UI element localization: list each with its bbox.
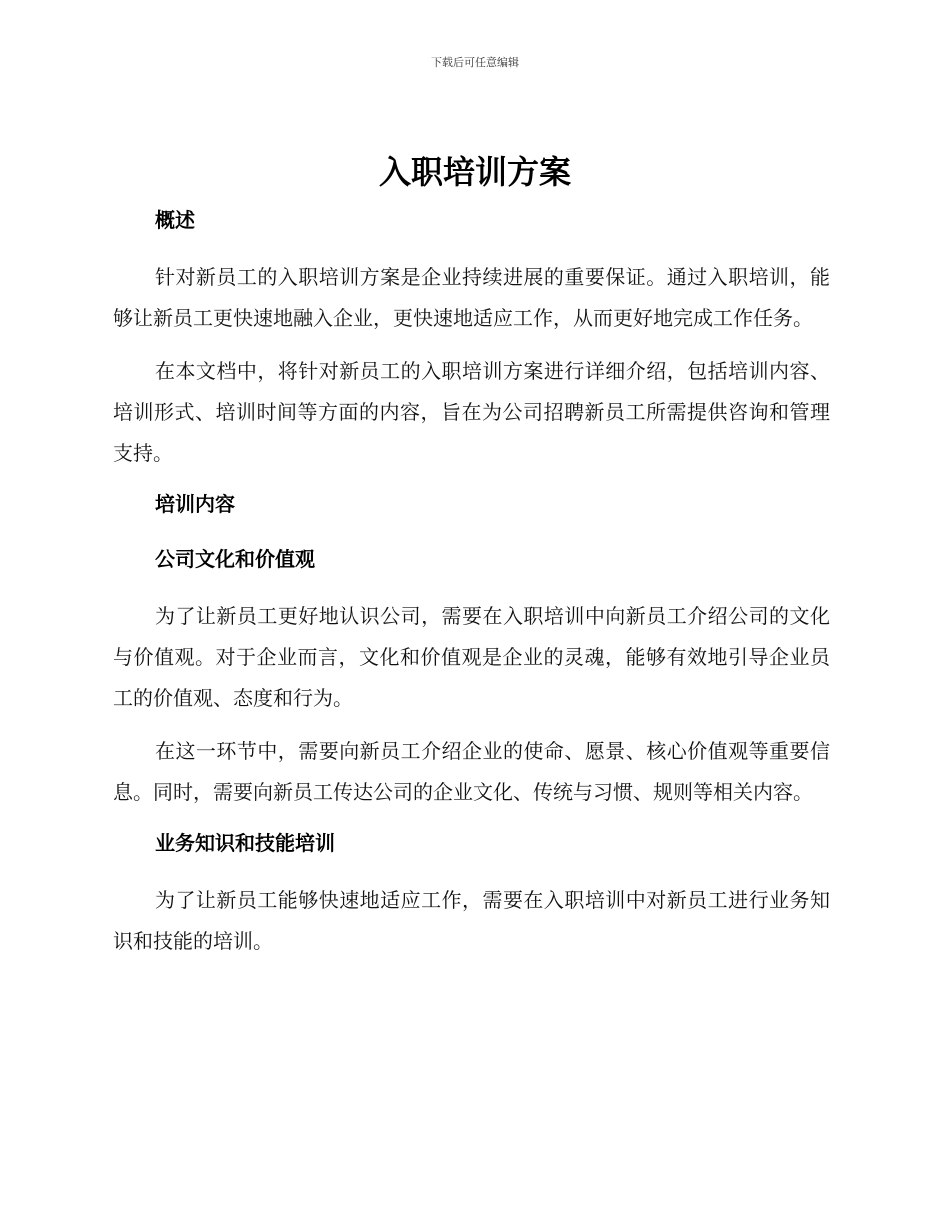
paragraph: 在本文档中，将针对新员工的入职培训方案进行详细介绍，包括培训内容、培训形式、培训时间等方面的内容，旨在为公司招聘新员工所需提供咨询和管理支持。 [113, 359, 830, 465]
paragraph: 针对新员工的入职培训方案是企业持续进展的重要保证。通过入职培训，能够让新员工更快速地融入企业，更快速地适应工作，从而更好地完成工作任务。 [113, 265, 830, 330]
document-body [113, 202, 830, 974]
document-title: 入职培训方案 [378, 153, 571, 191]
section-heading-overview: 概述 [155, 208, 195, 232]
section-heading-training-content: 培训内容 [155, 492, 235, 516]
subsection-heading-business-skills: 业务知识和技能培训 [155, 831, 335, 855]
paragraph: 在这一环节中，需要向新员工介绍企业的使命、愿景、核心价值观等重要信息。同时，需要向新员工传达公司的企业文化、传统与习惯、规则等相关内容。 [113, 739, 830, 804]
subsection-heading-company-culture: 公司文化和价值观 [155, 547, 315, 571]
paragraph: 为了让新员工能够快速地适应工作，需要在入职培训中对新员工进行业务知识和技能的培训。 [113, 888, 830, 953]
page-header-note: 下载后可任意编辑 [431, 56, 519, 69]
paragraph: 为了让新员工更好地认识公司，需要在入职培训中向新员工介绍公司的文化与价值观。对于企业而言，文化和价值观是企业的灵魂，能够有效地引导企业员工的价值观、态度和行为。 [113, 604, 830, 710]
